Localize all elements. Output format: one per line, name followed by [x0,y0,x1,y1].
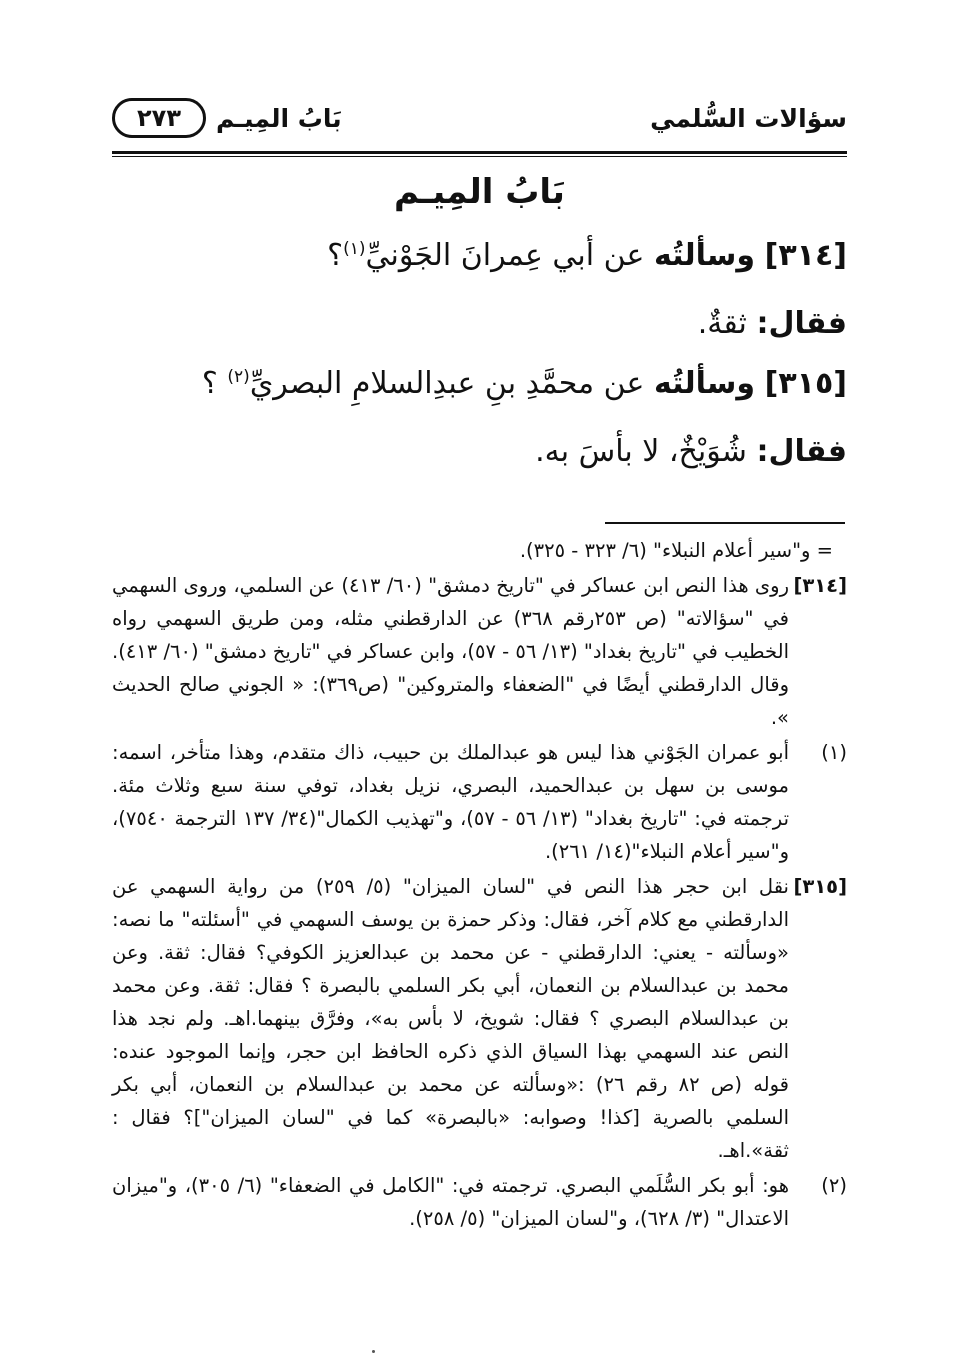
entry-314-question [327,238,847,273]
running-header [112,98,847,150]
answer-lead: فقال: [756,434,847,469]
question-text: عن محمَّدِ بنِ عبدِالسلامِ البصريِّ [249,366,645,401]
footnote-mark: (١) [821,741,847,764]
print-speck [372,1350,375,1353]
footnote-2 [112,1169,847,1235]
footnote-mark: [٣١٥] [793,875,847,898]
footnote-text: هو: أبو بكر السُّلَمي البصري. ترجمته في: "الكامل في الضعفاء" (٦/ ٣٠٥)، و"ميزان الاعتدال" (٣/ ٦٢٨)، و"لسان الميزان" (٥/ ٢٥٨). [112,1174,789,1230]
footnote-315 [112,870,847,1167]
footnote-mark: [٣١٤] [793,574,847,597]
question-mark: ؟ [201,366,228,401]
answer-text: ثقةٌ. [697,306,747,341]
question-lead: وسألتُه [653,366,756,401]
header-rule-thin [112,156,847,157]
footnote-ref: (٢) [227,367,250,387]
entry-number: [٣١٥] [764,366,847,401]
footnote-text: أبو عمران الجَوْني هذا ليس هو عبدالملك بن حبيب، ذاك متقدم، وهذا متأخر، اسمه: موسى بن سهل بن عبدالحميد، البصري، نزيل بغداد، توفي سنة سبع وثلاث مئة. ترجمته في: "تاريخ بغداد" (١٣/ ٥٦ - ٥٧)، و"تهذيب الكمال"(٣٤/ ١٣٧ الترجمة ٧٥٤٠)، و"سير أعلام النبلاء"(١٤/ ٢٦١). [112,741,789,863]
book-title: سؤالات السُّلمي [650,104,847,133]
entry-315-answer [535,434,847,469]
footnote-text: روى هذا النص ابن عساكر في "تاريخ دمشق" (٦٠/ ٤١٣) عن السلمي، وروى السهمي في "سؤالاته" (ص ٢٥٣رقم ٣٦٨) عن الدارقطني مثله، ومن طريق السهمي رواه الخطيب في "تاريخ بغداد" (١٣/ ٥٦ - ٥٧)، وابن عساكر في "تاريخ دمشق" (٦٠/ ٤١٣). وقال الدارقطني أيضًا في "الضعفاء والمتروكين" (ص٣٦٩): « الجوني صالح الحديث ». [112,574,790,729]
answer-text: شُوَيْخٌ، لا بأسَ به. [535,434,747,469]
entry-number: [٣١٤] [764,238,847,273]
footnote-text: نقل ابن حجر هذا النص في "لسان الميزان" (٥/ ٢٥٩) من رواية السهمي عن الدارقطني مع كلام آخر، فقال: وذكر حمزة بن يوسف السهمي في "أسئلته" ما نصه: «وسألته - يعني: الدارقطني - عن محمد بن عبدالعزيز الكوفي؟ فقال: ثقة. وعن محمد بن عبدالسلام بن النعمان، أبي بكر السلمي بالبصرة ؟ فقال: ثقة. وعن محمد بن عبدالسلام البصري ؟ فقال: شويخ، لا بأس به»، وفرَّق بينهما.اهـ. ولم نجد هذا النص عند السهمي بهذا السياق الذي ذكره الحافظ ابن حجر، وإنما الموجود عنده: قوله (ص ٨٢ رقم ٢٦) :«وسألته عن محمد بن عبدالسلام بن النعمان، أبي بكر السلمي بالصرية [كذا! وصوابه: «بالبصرة» كما في "لسان الميزان"]؟ فقال : ثقة».اهـ. [112,875,789,1162]
chapter-title: بَابُ المِيـم [394,172,565,212]
question-lead: وسألتُه [653,238,756,273]
footnote-1 [112,736,847,868]
question-mark: ؟ [327,238,344,273]
footnote-314 [112,569,847,734]
page-number-badge: ٢٧٣ [112,98,206,138]
question-text: عن أبي عِمرانَ الجَوْنيِّ [365,238,645,273]
entry-314-answer [698,306,847,341]
header-section-name: بَابُ المِيـم [216,104,342,133]
header-rule [112,151,847,154]
footnote-mark: (٢) [821,1174,847,1197]
footnote-separator [605,522,845,524]
entry-315-question [202,366,847,401]
footnote-text: = و"سير أعلام النبلاء" (٦/ ٣٢٣ - ٣٢٥). [519,539,833,562]
footnote-continuation [112,534,847,567]
footnote-ref: (١) [343,239,366,259]
footnotes [112,534,847,1235]
answer-lead: فقال: [756,306,847,341]
